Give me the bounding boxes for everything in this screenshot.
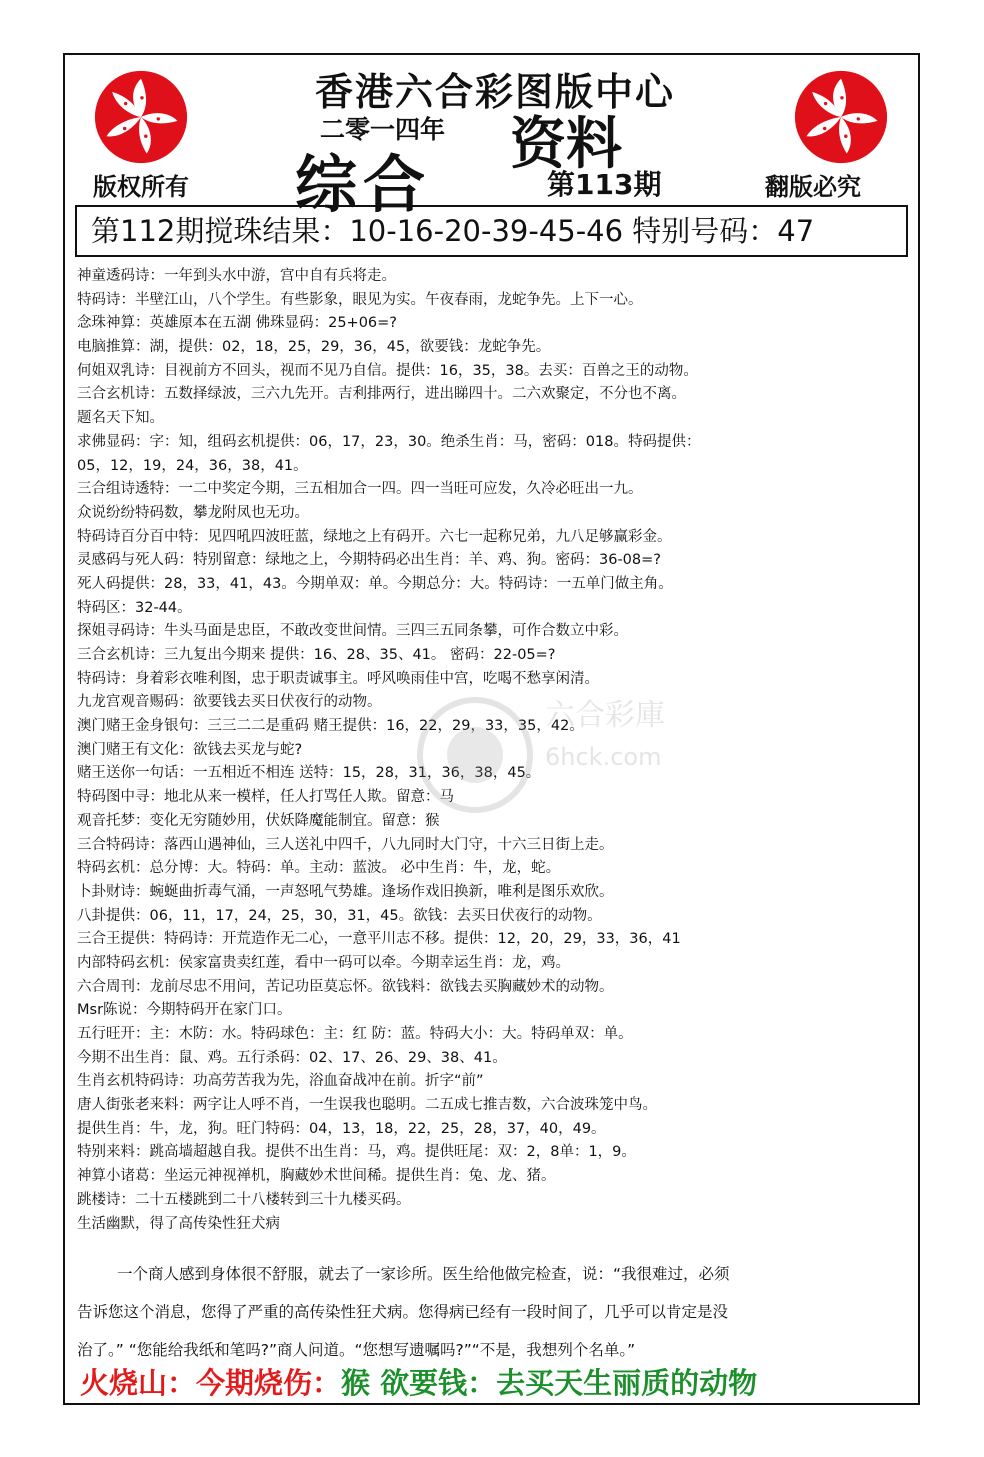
tips-list — [77, 265, 912, 1236]
list-item: 死人码提供：28，33，41，43。今期单双：单。今期总分：大。特码诗：一五单门做主角。 — [77, 575, 673, 592]
draw-result-box — [75, 205, 908, 257]
list-item: 三合王提供：特码诗：开荒造作无二心，一意平川志不移。提供：12，20，29，33，36，41 — [77, 931, 681, 948]
header-big-ziliao: 资料 — [510, 111, 622, 177]
list-item: 特别来料：跳高墙超越自我。提供不出生肖：马，鸡。提供旺尾：双：2，8单：1，9。 — [77, 1144, 636, 1161]
watermark-text-cn: 六合彩庫 — [545, 698, 665, 733]
list-item: 内部特码玄机：侯家富贵卖红莲，看中一码可以牵。今期幸运生肖：龙，鸡。 — [77, 954, 570, 971]
list-item: 八卦提供：06，11，17，24，25，30，31，45。欲钱：去买日伏夜行的动物。 — [77, 907, 602, 924]
footer-burn-label: 火烧山：今期烧伤： — [80, 1366, 342, 1400]
header-year: 二零一四年 — [320, 115, 446, 144]
list-item: 提供生肖：牛，龙，狗。旺门特码：04，13，18，22，25，28，37，40，49。 — [77, 1120, 606, 1137]
story-line: 告诉您这个消息，您得了严重的高传染性狂犬病。您得病已经有一段时间了，几乎可以肯定是没 — [77, 1303, 729, 1321]
story-line: 治了。” “您能给我纸和笔吗?”商人问道。“您想写遗嘱吗?”“不是，我想列个名单。” — [77, 1341, 636, 1359]
list-item: 神算小诸葛：坐运元神视禅机，胸藏妙术世间稀。提供生肖：兔、龙、猪。 — [77, 1168, 556, 1185]
list-item: 灵感码与死人码：特别留意：绿地之上，今期特码必出生肖：羊、鸡、狗。密码：36-08=? — [77, 552, 661, 569]
list-item: 05，12，19，24，36，38，41。 — [77, 457, 308, 474]
list-item: 观音托梦：变化无穷随妙用，伏妖降魔能制宜。留意：猴 — [77, 812, 440, 829]
list-item: 唐人街张老来料：两字让人呼不肖，一生误我也聪明。二五成七推吉数，六合波珠笼中鸟。 — [77, 1097, 657, 1114]
list-item: 赌王送你一句话：一五相近不相连 送特：15，28，31，36，38，45。 — [77, 765, 541, 782]
list-item: 三合玄机诗：五数择绿波，三六九先开。吉利排两行，进出睇四十。二六欢聚定，不分也不离。 — [77, 386, 686, 403]
list-item: 特码区：32-44。 — [77, 599, 192, 616]
list-item: 九龙宫观音赐码：欲要钱去买日伏夜行的动物。 — [77, 694, 382, 711]
list-item: 求佛显码：字：知，组码玄机提供：06，17，23，30。绝杀生肖：马，密码：018。特码提供： — [77, 433, 701, 450]
list-item: 神童透码诗：一年到头水中游，宫中自有兵将走。 — [77, 268, 396, 284]
footer-burn-animal: 猴 — [341, 1366, 371, 1400]
list-item: 跳楼诗：二十五楼跳到二十八楼转到三十九楼买码。 — [77, 1191, 411, 1208]
list-item: 众说纷纷特码数，攀龙附凤也无功。 — [77, 504, 309, 521]
list-item: 何姐双乳诗：目视前方不回头，视而不见乃自信。提供：16，35，38。去买：百兽之王的动物。 — [77, 362, 698, 379]
footer-banner — [80, 1361, 900, 1401]
list-item: 题名天下知。 — [77, 410, 164, 427]
bauhinia-logo-icon — [93, 69, 189, 165]
list-item: 卜卦财诗：蜿蜒曲折毒气涌，一声怒吼气势雄。逢场作戏旧换新，唯利是图乐欢欣。 — [77, 883, 614, 900]
list-item: 特码诗：身着彩衣唯利图，忠于职责诚事主。呼风唤雨佳中宫，吃喝不愁享闲清。 — [77, 670, 599, 687]
draw-result-text: 第112期搅珠结果：10-16-20-39-45-46 特别号码：47 — [91, 214, 815, 248]
header-big-zonghe: 综合 — [295, 148, 432, 221]
list-item: 特码诗百分百中特：见四吼四波旺蓝，绿地之上有码开。六七一起称兄弟，九八足够赢彩金。 — [77, 528, 672, 545]
bauhinia-logo-icon — [793, 69, 889, 165]
list-item: 三合特码诗：落西山遇神仙，三人送礼中四千，八九同时大门守，十六三日街上走。 — [77, 836, 614, 853]
list-item: 生活幽默，得了高传染性狂犬病 — [77, 1215, 280, 1232]
poster-header — [65, 55, 918, 221]
list-item: 特码图中寻：地北从来一模样，任人打骂任人欺。留意：马 — [77, 789, 454, 806]
list-item: 探姐寻码诗：牛头马面是忠臣，不敢改变世间情。三四三五同条攀，可作合数立中彩。 — [77, 623, 628, 640]
header-copyright-left: 版权所有 — [93, 173, 189, 201]
list-item: 念珠神算：英雄原本在五湖 佛珠显码：25+06=? — [77, 315, 398, 332]
list-item: 六合周刊：龙前尽忠不用问，苦记功臣莫忘怀。欲钱料：欲钱去买胸藏妙术的动物。 — [77, 978, 614, 995]
header-issue-number: 第113期 — [547, 168, 662, 201]
list-item: Msr陈说：今期特码开在家门口。 — [77, 1002, 292, 1019]
list-item: 三合玄机诗：三九复出今期来 提供：16、28、35、41。 密码：22-05=? — [77, 647, 556, 663]
list-item: 特码诗：半壁江山，八个学生。有些影象，眼见为实。午夜春雨，龙蛇争先。上下一心。 — [77, 291, 643, 308]
footer-money-tip: 欲要钱：去买天生丽质的动物 — [370, 1366, 758, 1400]
list-item: 特码玄机：总分博：大。特码：单。主动：蓝波。 必中生肖：牛，龙，蛇。 — [77, 860, 561, 877]
header-copyright-right: 翻版必究 — [765, 173, 861, 201]
story-line: 一个商人感到身体很不舒服，就去了一家诊所。医生给他做完检查，说：“我很难过，必须 — [117, 1265, 730, 1283]
list-item: 电脑推算：湖，提供：02，18，25，29，36，45，欲要钱：龙蛇争先。 — [77, 339, 551, 356]
list-item: 澳门赌王有文化：欲钱去买龙与蛇? — [77, 741, 303, 758]
header-title: 香港六合彩图版中心 — [314, 70, 675, 114]
list-item: 三合组诗透特：一二中奖定今期，三五相加合一四。四一当旺可应发，久冷必旺出一九。 — [77, 481, 643, 498]
list-item: 生肖玄机特码诗：功高劳苦我为先，浴血奋战冲在前。折字“前” — [77, 1073, 484, 1090]
poster-frame — [63, 53, 920, 1405]
watermark-text-url: 6hck.com — [545, 743, 662, 771]
list-item: 今期不出生肖：鼠、鸡。五行杀码：02、17、26、29、38、41。 — [77, 1049, 507, 1066]
list-item: 五行旺开：主：木防：水。特码球色：主：红 防：蓝。特码大小：大。特码单双：单。 — [77, 1026, 633, 1042]
humor-story — [77, 1255, 907, 1369]
list-item: 澳门赌王金身银句：三三二二是重码 赌王提供：16，22，29，33，35，42。 — [77, 718, 584, 735]
